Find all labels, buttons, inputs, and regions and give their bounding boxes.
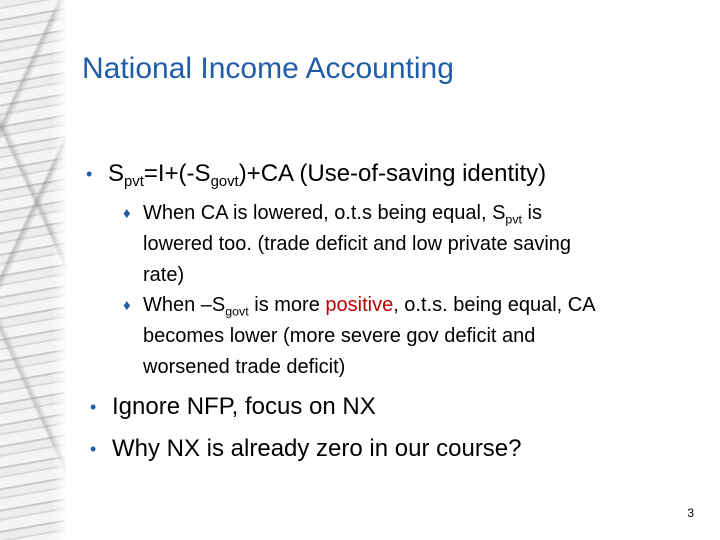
text-line: rate) [143, 264, 185, 286]
bullet-why-nx-zero: • Why NX is already zero in our course? [90, 435, 522, 462]
highlighted-word: positive [325, 294, 394, 316]
text-line: worsened trade deficit) [143, 356, 346, 378]
subbullet-govt-saving [123, 290, 596, 383]
bullet-dot-icon: • [86, 164, 93, 184]
text-line: When CA is lowered, o.t.s being equal, $S_{pvt}$ is [143, 202, 542, 227]
bullet-dot-icon: • [90, 397, 97, 417]
bullet-ignore-nfp: • Ignore NFP, focus on NX [90, 393, 376, 420]
text-line: becomes lower (more severe gov deficit and [143, 325, 536, 347]
subbullet-ca-lowered [123, 198, 572, 291]
bullet-use-of-saving-identity: • $S_{pvt}=I+(-S_{govt})+CA$ (Use-of-saving identity) [86, 160, 547, 191]
slide-title: National Income Accounting [82, 52, 454, 85]
text-line: lowered too. (trade deficit and low private saving [143, 233, 572, 255]
bullet-dot-icon: • [90, 439, 97, 459]
page-number: 3 [687, 506, 694, 520]
diamond-bullet-icon: ♦ [123, 205, 131, 222]
text-line: When $-S_{govt}$ is more positive, o.t.s. being equal, CA [143, 294, 596, 319]
diamond-bullet-icon: ♦ [123, 297, 131, 314]
